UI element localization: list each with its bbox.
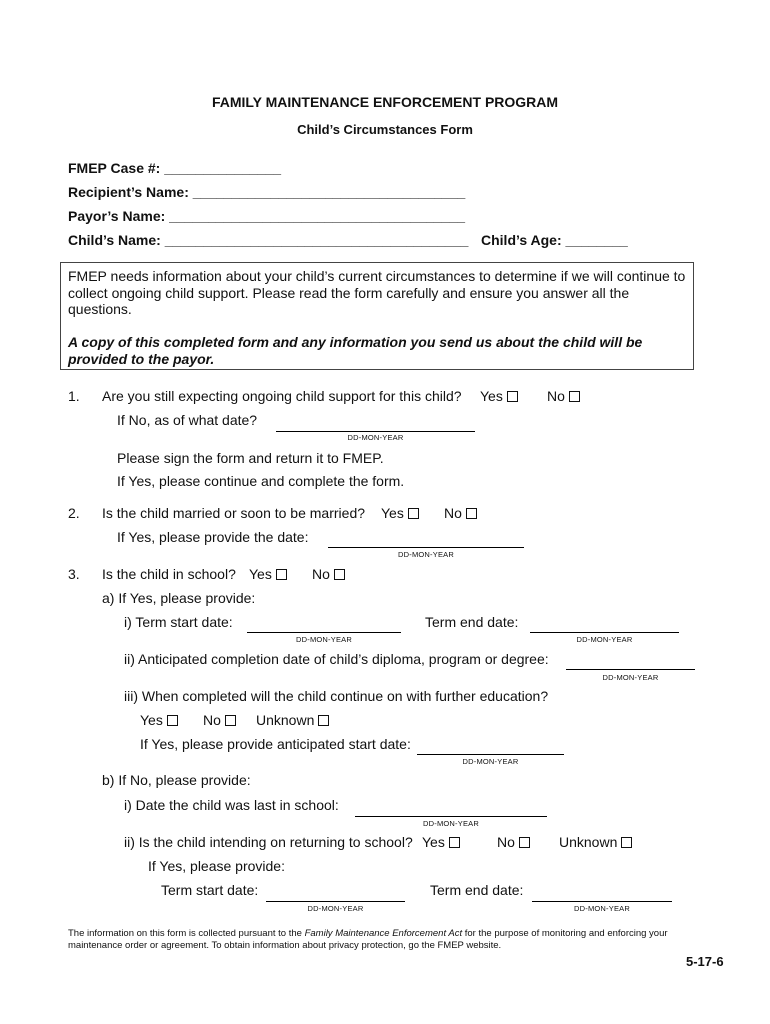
q2-if-yes-label: If Yes, please provide the date: [117,529,309,545]
footer-act-name: Family Maintenance Enforcement Act [304,928,463,939]
q3-yes-option[interactable] [249,566,287,582]
child-name-blank: _______________________________________ [164,232,469,248]
footer-text-before: The information on this form is collected pursuant to the [68,928,305,939]
q3a-iii-yes-option[interactable] [140,712,178,728]
q3b-end-date-format: DD-MON-YEAR [574,904,630,913]
form-title: Child’s Circumstances Form [297,122,473,137]
form-number: 5-17-6 [686,954,724,969]
q3b-label: b) If No, please provide: [102,772,251,788]
q3-yes-label: Yes [249,566,272,582]
q2-yes-option[interactable] [381,505,419,521]
q3b-ii-no-label: No [497,834,515,850]
q3b-ii-unknown-option[interactable] [559,834,632,850]
q3b-end-date-line[interactable] [532,901,672,902]
q1-no-label: No [547,388,565,404]
q3a-ii-label: ii) Anticipated completion date of child’s diploma, program or degree: [124,651,549,667]
q2-date-format: DD-MON-YEAR [398,550,454,559]
q3b-last-date-format: DD-MON-YEAR [423,819,479,828]
q3a-end-date-line[interactable] [530,632,679,633]
privacy-notice: A copy of this completed form and any information you send us about the child will be provided to the payor. [68,334,643,367]
q3a-further-date-line[interactable] [417,754,564,755]
q3b-start-date-line[interactable] [266,901,405,902]
program-title: FAMILY MAINTENANCE ENFORCEMENT PROGRAM [211,94,559,110]
q3-yes-checkbox[interactable] [276,569,287,580]
footer-text-after: for the purpose of monitoring and enforcing your maintenance order or agreement. To obtain information about privacy protection, go the FMEP website. [68,928,668,951]
q3b-ii-no-checkbox[interactable] [519,837,530,848]
child-age-blank: ________ [565,232,628,248]
q3a-iii-unknown-checkbox[interactable] [318,715,329,726]
q3a-start-date-format: DD-MON-YEAR [296,635,352,644]
q3a-iii-unknown-option[interactable] [256,712,329,728]
q1-number: 1. [68,388,80,404]
q1-yes-label: Yes [480,388,503,404]
q3a-iii-no-label: No [203,712,221,728]
q3a-i-start-label: i) Term start date: [124,614,233,630]
q3-no-checkbox[interactable] [334,569,345,580]
recipient-name-field[interactable] [68,184,465,200]
q1-no-option[interactable] [547,388,580,404]
q3-number: 3. [68,566,80,582]
q3a-end-date-format: DD-MON-YEAR [576,635,633,644]
q2-yes-label: Yes [381,505,404,521]
case-number-blank: _______________ [164,160,282,176]
case-number-label: FMEP Case #: [68,160,161,176]
q2-no-label: No [444,505,462,521]
payor-name-blank: ______________________________________ [169,208,466,224]
q3a-label: a) If Yes, please provide: [102,590,256,606]
q3b-ii-unknown-checkbox[interactable] [621,837,632,848]
recipient-name-label: Recipient’s Name: [68,184,189,200]
child-age-label: Child’s Age: [481,232,562,248]
q3b-ii-label: ii) Is the child intending on returning to school? [124,834,413,850]
q3a-iii-yes-label: Yes [140,712,163,728]
recipient-name-blank: ___________________________________ [192,184,466,200]
q3b-ii-yes-option[interactable] [422,834,460,850]
info-text: FMEP needs information about your child’s current circumstances to determine if we will continue to collect ongoing child support. Please read the form carefully and ensure you answer all the questions. [68,268,686,317]
q3a-iii-yes-date-label: If Yes, please provide anticipated start date: [140,736,411,752]
q2-date-line[interactable] [328,547,524,548]
child-name-label: Child’s Name: [68,232,161,248]
q3a-iii-no-option[interactable] [203,712,236,728]
q3a-iii-unknown-label: Unknown [256,712,315,728]
q1-text: Are you still expecting ongoing child support for this child? [102,388,462,404]
q3b-ii-yes-label: If Yes, please provide: [148,858,285,874]
q3b-ii-unknown-label: Unknown [559,834,618,850]
child-name-field[interactable] [68,232,468,248]
case-number-field[interactable] [68,160,281,176]
q2-no-checkbox[interactable] [466,508,477,519]
q2-text: Is the child married or soon to be married? [102,505,366,521]
payor-name-field[interactable] [68,208,465,224]
q3a-iii-yes-checkbox[interactable] [167,715,178,726]
q3a-iii-no-checkbox[interactable] [225,715,236,726]
q3a-completion-date-format: DD-MON-YEAR [602,673,659,682]
q1-yes-checkbox[interactable] [507,391,518,402]
q3b-ii-yes-label: Yes [422,834,445,850]
q2-no-option[interactable] [444,505,477,521]
q1-sign-text: Please sign the form and return it to FMEP. [117,450,384,466]
q2-yes-checkbox[interactable] [408,508,419,519]
q1-date-line[interactable] [276,431,475,432]
q1-date-format: DD-MON-YEAR [347,433,404,442]
payor-name-label: Payor’s Name: [68,208,166,224]
child-age-field[interactable] [481,232,628,248]
q3a-iii-label: iii) When completed will the child continue on with further education? [124,688,549,704]
q1-no-checkbox[interactable] [569,391,580,402]
q3b-last-date-line[interactable] [355,816,547,817]
q3b-start-date-format: DD-MON-YEAR [307,904,364,913]
q3b-start-label: Term start date: [161,882,259,898]
q1-if-yes-text: If Yes, please continue and complete the form. [117,473,405,489]
q1-yes-option[interactable] [480,388,518,404]
q2-number: 2. [68,505,80,521]
q1-if-no-label: If No, as of what date? [117,412,258,428]
q3a-i-end-label: Term end date: [425,614,519,630]
q3b-end-label: Term end date: [430,882,524,898]
q3a-completion-date-line[interactable] [566,669,695,670]
q3b-ii-yes-checkbox[interactable] [449,837,460,848]
q3b-ii-no-option[interactable] [497,834,530,850]
q3a-further-date-format: DD-MON-YEAR [462,757,519,766]
q3-text: Is the child in school? [102,566,236,582]
privacy-footer [68,928,718,952]
q3-no-option[interactable] [312,566,345,582]
q3a-start-date-line[interactable] [247,632,401,633]
q3-no-label: No [312,566,330,582]
q3b-i-label: i) Date the child was last in school: [124,797,339,813]
